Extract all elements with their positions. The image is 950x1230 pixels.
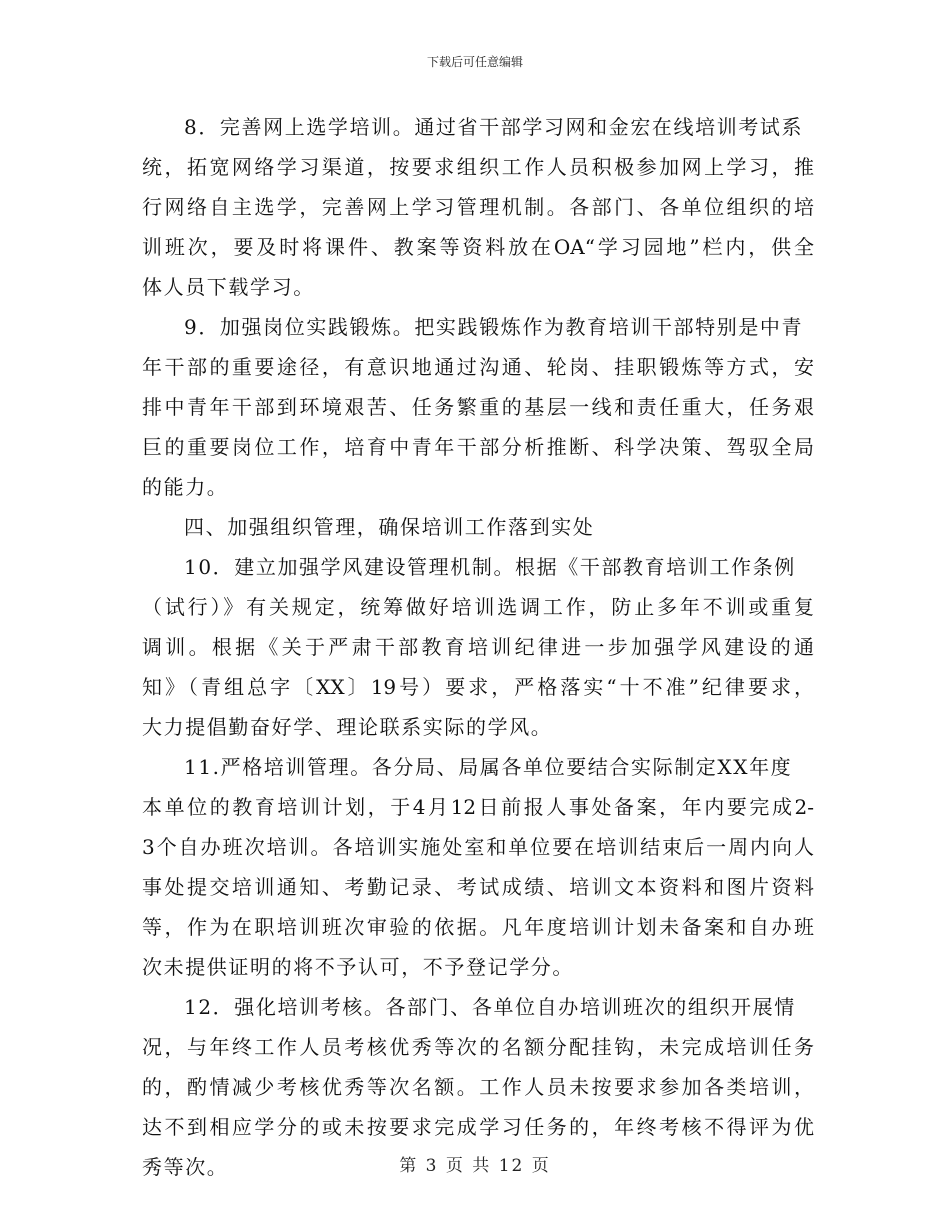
section-heading-4: 四、加强组织管理，确保培训工作落到实处 bbox=[184, 515, 595, 539]
page-number: 第 3 页 共 12 页 bbox=[399, 1156, 551, 1176]
paragraph-10-line-3: 调训。根据《关于严肃干部教育培训纪律进一步加强学风建设的通 bbox=[142, 635, 814, 659]
paragraph-12-line-2: 况，与年终工作人员考核优秀等次的名额分配挂钩，未完成培训任务 bbox=[142, 1035, 814, 1059]
paragraph-8-line-2: 统，拓宽网络学习渠道，按要求组织工作人员积极参加网上学习，推 bbox=[142, 155, 814, 179]
paragraph-9-line-4: 巨的重要岗位工作，培育中青年干部分析推断、科学决策、驾驭全局 bbox=[142, 435, 814, 459]
paragraph-11-line-5: 等，作为在职培训班次审验的依据。凡年度培训计划未备案和自办班 bbox=[142, 915, 814, 939]
paragraph-12-line-4: 达不到相应学分的或未按要求完成学习任务的，年终考核不得评为优 bbox=[142, 1115, 814, 1139]
paragraph-10-line-5: 大力提倡勤奋好学、理论联系实际的学风。 bbox=[142, 715, 553, 739]
document-body bbox=[142, 107, 814, 1187]
paragraph-12-line-1: 12．强化培训考核。各部门、各单位自办培训班次的组织开展情 bbox=[184, 995, 796, 1019]
paragraph-10-line-2: （试行）》有关规定，统筹做好培训选调工作，防止多年不训或重复 bbox=[142, 595, 814, 619]
paragraph-11-line-2: 本单位的教育培训计划，于4月12日前报人事处备案，年内要完成2- bbox=[142, 795, 814, 819]
paragraph-11-line-3: 3个自办班次培训。各培训实施处室和单位要在培训结束后一周内向人 bbox=[142, 835, 814, 859]
paragraph-8-line-3: 行网络自主选学，完善网上学习管理机制。各部门、各单位组织的培 bbox=[142, 195, 814, 219]
paragraph-10-line-4: 知》（青组总字〔XX〕19号）要求，严格落实“十不准”纪律要求， bbox=[142, 675, 814, 699]
paragraph-12-line-3: 的，酌情减少考核优秀等次名额。工作人员未按要求参加各类培训， bbox=[142, 1075, 814, 1099]
paragraph-11-line-1: 11.严格培训管理。各分局、局属各单位要结合实际制定XX年度 bbox=[184, 755, 793, 779]
paragraph-8-line-5: 体人员下载学习。 bbox=[142, 275, 315, 299]
page-header: 下载后可任意编辑 bbox=[426, 55, 523, 69]
paragraph-8-line-1: 8．完善网上选学培训。通过省干部学习网和金宏在线培训考试系 bbox=[184, 115, 804, 139]
paragraph-11-line-6: 次未提供证明的将不予认可，不予登记学分。 bbox=[142, 955, 574, 979]
paragraph-10-line-1: 10．建立加强学风建设管理机制。根据《干部教育培训工作条例 bbox=[184, 555, 796, 579]
paragraph-8-line-4: 训班次，要及时将课件、教案等资料放在OA“学习园地”栏内，供全 bbox=[142, 235, 814, 259]
paragraph-12-line-5: 秀等次。 bbox=[142, 1155, 229, 1179]
paragraph-9-line-1: 9．加强岗位实践锻炼。把实践锻炼作为教育培训干部特别是中青 bbox=[184, 315, 804, 339]
paragraph-9-line-5: 的能力。 bbox=[142, 475, 229, 499]
paragraph-9-line-3: 排中青年干部到环境艰苦、任务繁重的基层一线和责任重大，任务艰 bbox=[142, 395, 814, 419]
paragraph-9-line-2: 年干部的重要途径，有意识地通过沟通、轮岗、挂职锻炼等方式，安 bbox=[142, 355, 814, 379]
paragraph-11-line-4: 事处提交培训通知、考勤记录、考试成绩、培训文本资料和图片资料 bbox=[142, 875, 814, 899]
